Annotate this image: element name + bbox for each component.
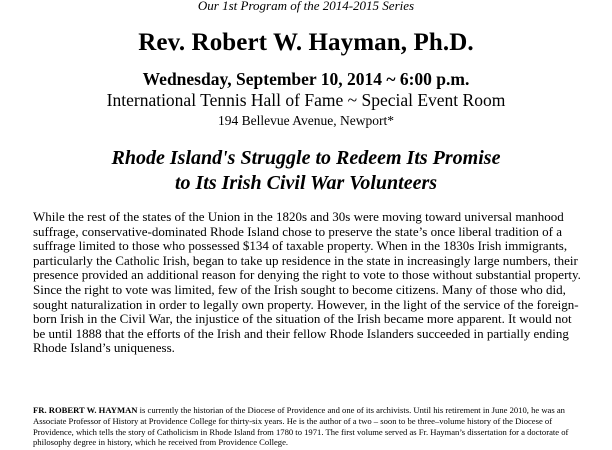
event-datetime: Wednesday, September 10, 2014 ~ 6:00 p.m. [142,69,470,89]
speaker-bio [33,405,585,448]
series-line: Our 1st Program of the 2014-2015 Series [197,0,415,13]
bio-text: is currently the historian of the Diocese of Providence and one of its archivists. Until his retirement in June 2010, he was an Associate Professor of History at Providence College for thirty-six years. He is the author of a two – soon to be three–volume history of the Diocese of Providence, which tells the story of Catholicism in Rhode Island from 1780 to 1971. The first volume served as Fr. Hayman’s dissertation for a doctorate of philosophy degree in history, which he received from Providence College. [33,405,569,448]
event-venue: International Tennis Hall of Fame ~ Special Event Room [106,90,506,110]
bio-name: FR. ROBERT W. HAYMAN [33,405,138,415]
talk-abstract: While the rest of the states of the Union in the 1820s and 30s were moving toward universal manhood suffrage, conservative-dominated Rhode Island chose to preserve the state’s once liberal tradition of a suffrage limited to those who possessed $134 of taxable property. When in the 1830s Irish immigrants, particularly the Catholic Irish, began to take up residence in the state in increasingly large numbers, their presence provided an additional reason for denying the right to vote to those without substantial property. Since the right to vote was limited, few of the Irish sought to become citizens. Many of those who did, sought naturalization in order to legally own property. However, in the light of the service of the foreign-born Irish in the Civil War, the injustice of the situation of the Irish became more apparent. It would not be until 1888 that the efforts of the Irish and their fellow Rhode Islanders succeeded in partially ending Rhode Island’s uniqueness. [33,209,581,356]
speaker-name: Rev. Robert W. Hayman, Ph.D. [138,29,474,56]
talk-title-line-1: Rhode Island's Struggle to Redeem Its Promise [111,147,501,169]
talk-title-line-2: to Its Irish Civil War Volunteers [174,172,438,194]
talk-title [0,146,612,196]
event-address: 194 Bellevue Avenue, Newport* [218,113,394,128]
